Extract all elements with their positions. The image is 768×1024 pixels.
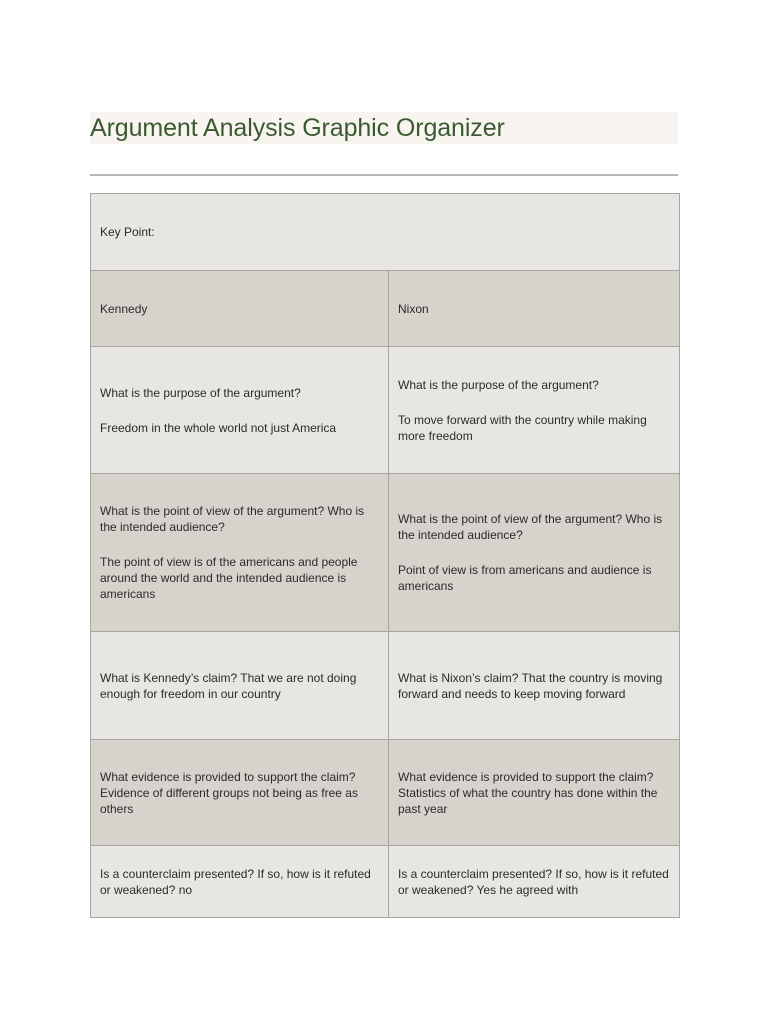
kennedy-evidence-cell: What evidence is provided to support the claim? Evidence of different groups not being as free as others xyxy=(91,740,389,846)
kennedy-purpose-answer: Freedom in the whole world not just America xyxy=(100,420,337,435)
kennedy-purpose-cell xyxy=(91,347,389,474)
table-row-counterclaim xyxy=(91,846,680,918)
title-divider xyxy=(90,174,678,176)
kennedy-pov-answer: The point of view is of the americans and people around the world and the intended audience is americans xyxy=(100,555,358,601)
header-kennedy: Kennedy xyxy=(91,271,389,347)
nixon-claim-cell: What is Nixon’s claim? That the country is moving forward and needs to keep moving forward xyxy=(389,632,680,740)
nixon-counterclaim-cell: Is a counterclaim presented? If so, how is it refuted or weakened? Yes he agreed with xyxy=(389,846,680,918)
kennedy-counterclaim-cell: Is a counterclaim presented? If so, how is it refuted or weakened? no xyxy=(91,846,389,918)
header-nixon: Nixon xyxy=(389,271,680,347)
pov-question: What is the point of view of the argument? Who is the intended audience? xyxy=(100,504,365,534)
argument-organizer-table xyxy=(90,193,680,918)
pov-question: What is the point of view of the argument? Who is the intended audience? xyxy=(398,512,663,542)
kennedy-pov-cell xyxy=(91,474,389,632)
table-row-evidence xyxy=(91,740,680,846)
key-point-row xyxy=(91,194,680,271)
kennedy-claim-cell: What is Kennedy’s claim? That we are not doing enough for freedom in our country xyxy=(91,632,389,740)
purpose-question: What is the purpose of the argument? xyxy=(100,385,301,400)
table-row-claim xyxy=(91,632,680,740)
nixon-pov-cell xyxy=(389,474,680,632)
purpose-question: What is the purpose of the argument? xyxy=(398,377,599,392)
page-title: Argument Analysis Graphic Organizer xyxy=(90,114,505,142)
table-row-purpose xyxy=(91,347,680,474)
table-row-point-of-view xyxy=(91,474,680,632)
key-point-cell xyxy=(91,194,680,271)
nixon-pov-answer: Point of view is from americans and audience is americans xyxy=(398,563,652,593)
header-row xyxy=(91,271,680,347)
nixon-purpose-cell xyxy=(389,347,680,474)
key-point-label: Key Point: xyxy=(100,225,155,239)
nixon-purpose-answer: To move forward with the country while making more freedom xyxy=(398,412,647,443)
nixon-evidence-cell: What evidence is provided to support the claim? Statistics of what the country has done within the past year xyxy=(389,740,680,846)
